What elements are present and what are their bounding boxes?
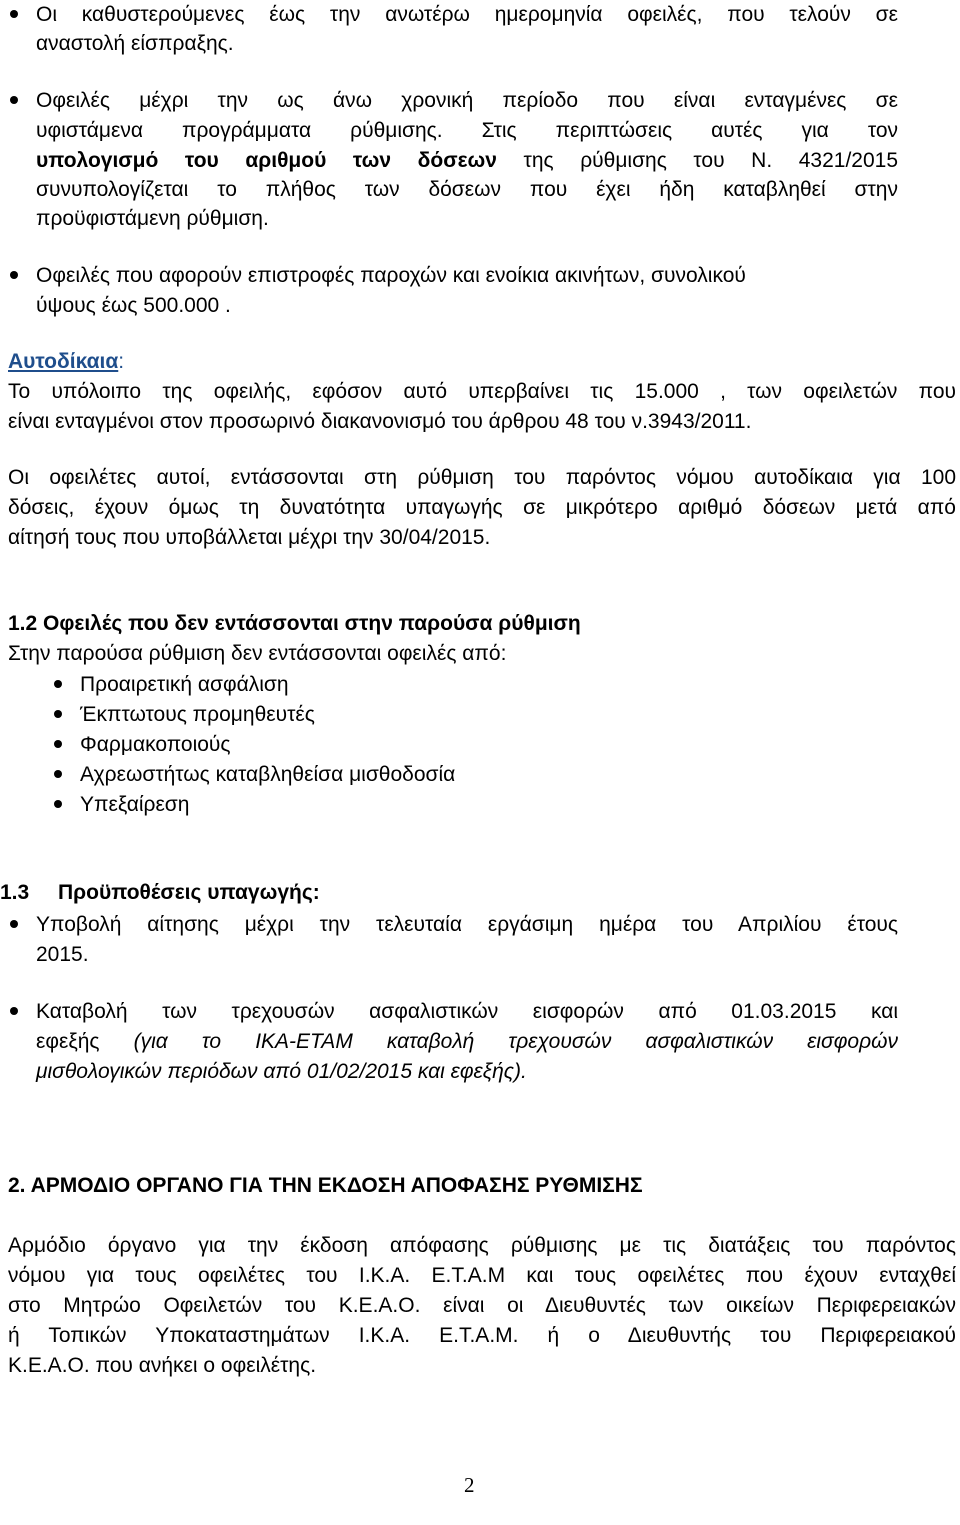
bullet-text: αναστολή είσπραξης. [36, 32, 234, 55]
section-1-2-heading: 1.2 Οφειλές που δεν εντάσσονται στην παρούσα ρύθμιση [8, 612, 581, 635]
section-2-paragraph-line: Κ.Ε.Α.Ο. που ανήκει ο οφειλέτης. [8, 1354, 317, 1377]
paragraph-line: δόσεις, έχουν όμως τη δυνατότητα υπαγωγής σε μικρότερο αριθμό δόσεων μετά από [8, 496, 956, 519]
autodikaia-text: Το υπόλοιπο της οφειλής, εφόσον αυτό υπερβαίνει τις 15.000 , των οφειλετών που [8, 380, 956, 403]
bullet-text: προϋφιστάμενη ρύθμιση. [36, 207, 269, 230]
bullet-text: Υποβολή αίτησης μέχρι την τελευταία εργάσιμη ημέρα του Απριλίου έτους [36, 913, 898, 936]
list-item: Έκπτωτους προμηθευτές [80, 703, 315, 726]
paragraph-line: Οι οφειλέτες αυτοί, εντάσσονται στη ρύθμιση του παρόντος νόμου αυτοδίκαια για 100 [8, 466, 956, 489]
bullet-text: υφιστάμενα προγράμματα ρύθμισης. Στις περιπτώσεις αυτές για τον [36, 119, 898, 142]
list-item: Προαιρετική ασφάλιση [80, 673, 289, 696]
section-1-2-intro: Στην παρούσα ρύθμιση δεν εντάσσονται οφειλές από: [8, 642, 507, 665]
bullet-icon [10, 271, 18, 279]
bullet-icon [54, 710, 62, 718]
section-2-heading: 2. ΑΡΜΟΔΙΟ ΟΡΓΑΝΟ ΓΙΑ ΤΗΝ ΕΚΔΟΣΗ ΑΠΟΦΑΣΗΣ ΡΥΘΜΙΣΗΣ [8, 1174, 643, 1197]
bullet-icon [54, 740, 62, 748]
bullet-text-rest: της ρύθμισης του Ν. 4321/2015 [496, 149, 898, 172]
list-item: Υπεξαίρεση [80, 793, 190, 816]
italic-note: μισθολογικών περιόδων από 01/02/2015 και εφεξής). [36, 1060, 527, 1083]
paragraph-line: αίτησή τους που υποβάλλεται μέχρι την 30/04/2015. [8, 526, 491, 549]
bullet-icon [10, 10, 18, 18]
bullet-text-plain: εφεξής [36, 1030, 134, 1053]
section-2-paragraph-line: στο Μητρώο Οφειλετών του Κ.Ε.Α.Ο. είναι οι Διευθυντές των οικείων Περιφερειακών [8, 1294, 956, 1317]
section-2-paragraph-line: νόμου για τους οφειλέτες του Ι.Κ.Α. Ε.Τ.Α.Μ και τους οφειλέτες που έχουν ενταχθεί [8, 1264, 956, 1287]
autodikaia-text: είναι ενταγμένοι στον προσωρινό διακανονισμό του άρθρου 48 του ν.3943/2011. [8, 410, 752, 433]
autodikaia-heading-colon: : [118, 350, 125, 373]
bullet-text: Οφειλές μέχρι την ως άνω χρονική περίοδο που είναι ενταγμένες σε [36, 89, 898, 112]
bullet-text: Οφειλές που αφορούν επιστροφές παροχών και ενοίκια ακινήτων, συνολικού [36, 264, 746, 287]
bullet-text: συνυπολογίζεται το πλήθος των δόσεων που έχει ήδη καταβληθεί στην [36, 178, 898, 201]
list-item: Φαρμακοποιούς [80, 733, 231, 756]
bullet-text [36, 146, 898, 176]
bullet-text: ύψους έως 500.000 . [36, 294, 231, 317]
bullet-icon [54, 770, 62, 778]
bullet-icon [10, 920, 18, 928]
page-number: 2 [464, 1473, 475, 1497]
bullet-text: Καταβολή των τρεχουσών ασφαλιστικών εισφορών από 01.03.2015 και [36, 1000, 898, 1023]
section-2-paragraph-line: Αρμόδιο όργανο για την έκδοση απόφασης ρύθμισης με τις διατάξεις του παρόντος [8, 1234, 956, 1257]
section-2-paragraph-line: ή Τοπικών Υποκαταστημάτων Ι.Κ.Α. Ε.Τ.Α.Μ. ή ο Διευθυντής του Περιφερειακού [8, 1324, 956, 1347]
list-item: Αχρεωστήτως καταβληθείσα μισθοδοσία [80, 763, 456, 786]
bullet-text [36, 1027, 898, 1057]
autodikaia-heading [8, 347, 124, 377]
italic-note: (για το ΙΚΑ-ΕΤΑΜ καταβολή τρεχουσών ασφαλιστικών εισφορών [133, 1030, 898, 1053]
bullet-icon [54, 680, 62, 688]
bullet-icon [10, 1007, 18, 1015]
bullet-icon [10, 96, 18, 104]
bullet-icon [54, 800, 62, 808]
section-1-3-title: Προϋποθέσεις υπαγωγής: [58, 881, 320, 904]
bullet-text: Οι καθυστερούμενες έως την ανωτέρω ημερομηνία οφειλές, που τελούν σε [36, 3, 898, 26]
section-1-3-number: 1.3 [0, 881, 30, 904]
bullet-text: 2015. [36, 943, 89, 966]
autodikaia-heading-text: Αυτοδίκαια [8, 350, 119, 373]
bold-phrase: υπολογισμό του αριθμού των δόσεων [36, 149, 497, 172]
